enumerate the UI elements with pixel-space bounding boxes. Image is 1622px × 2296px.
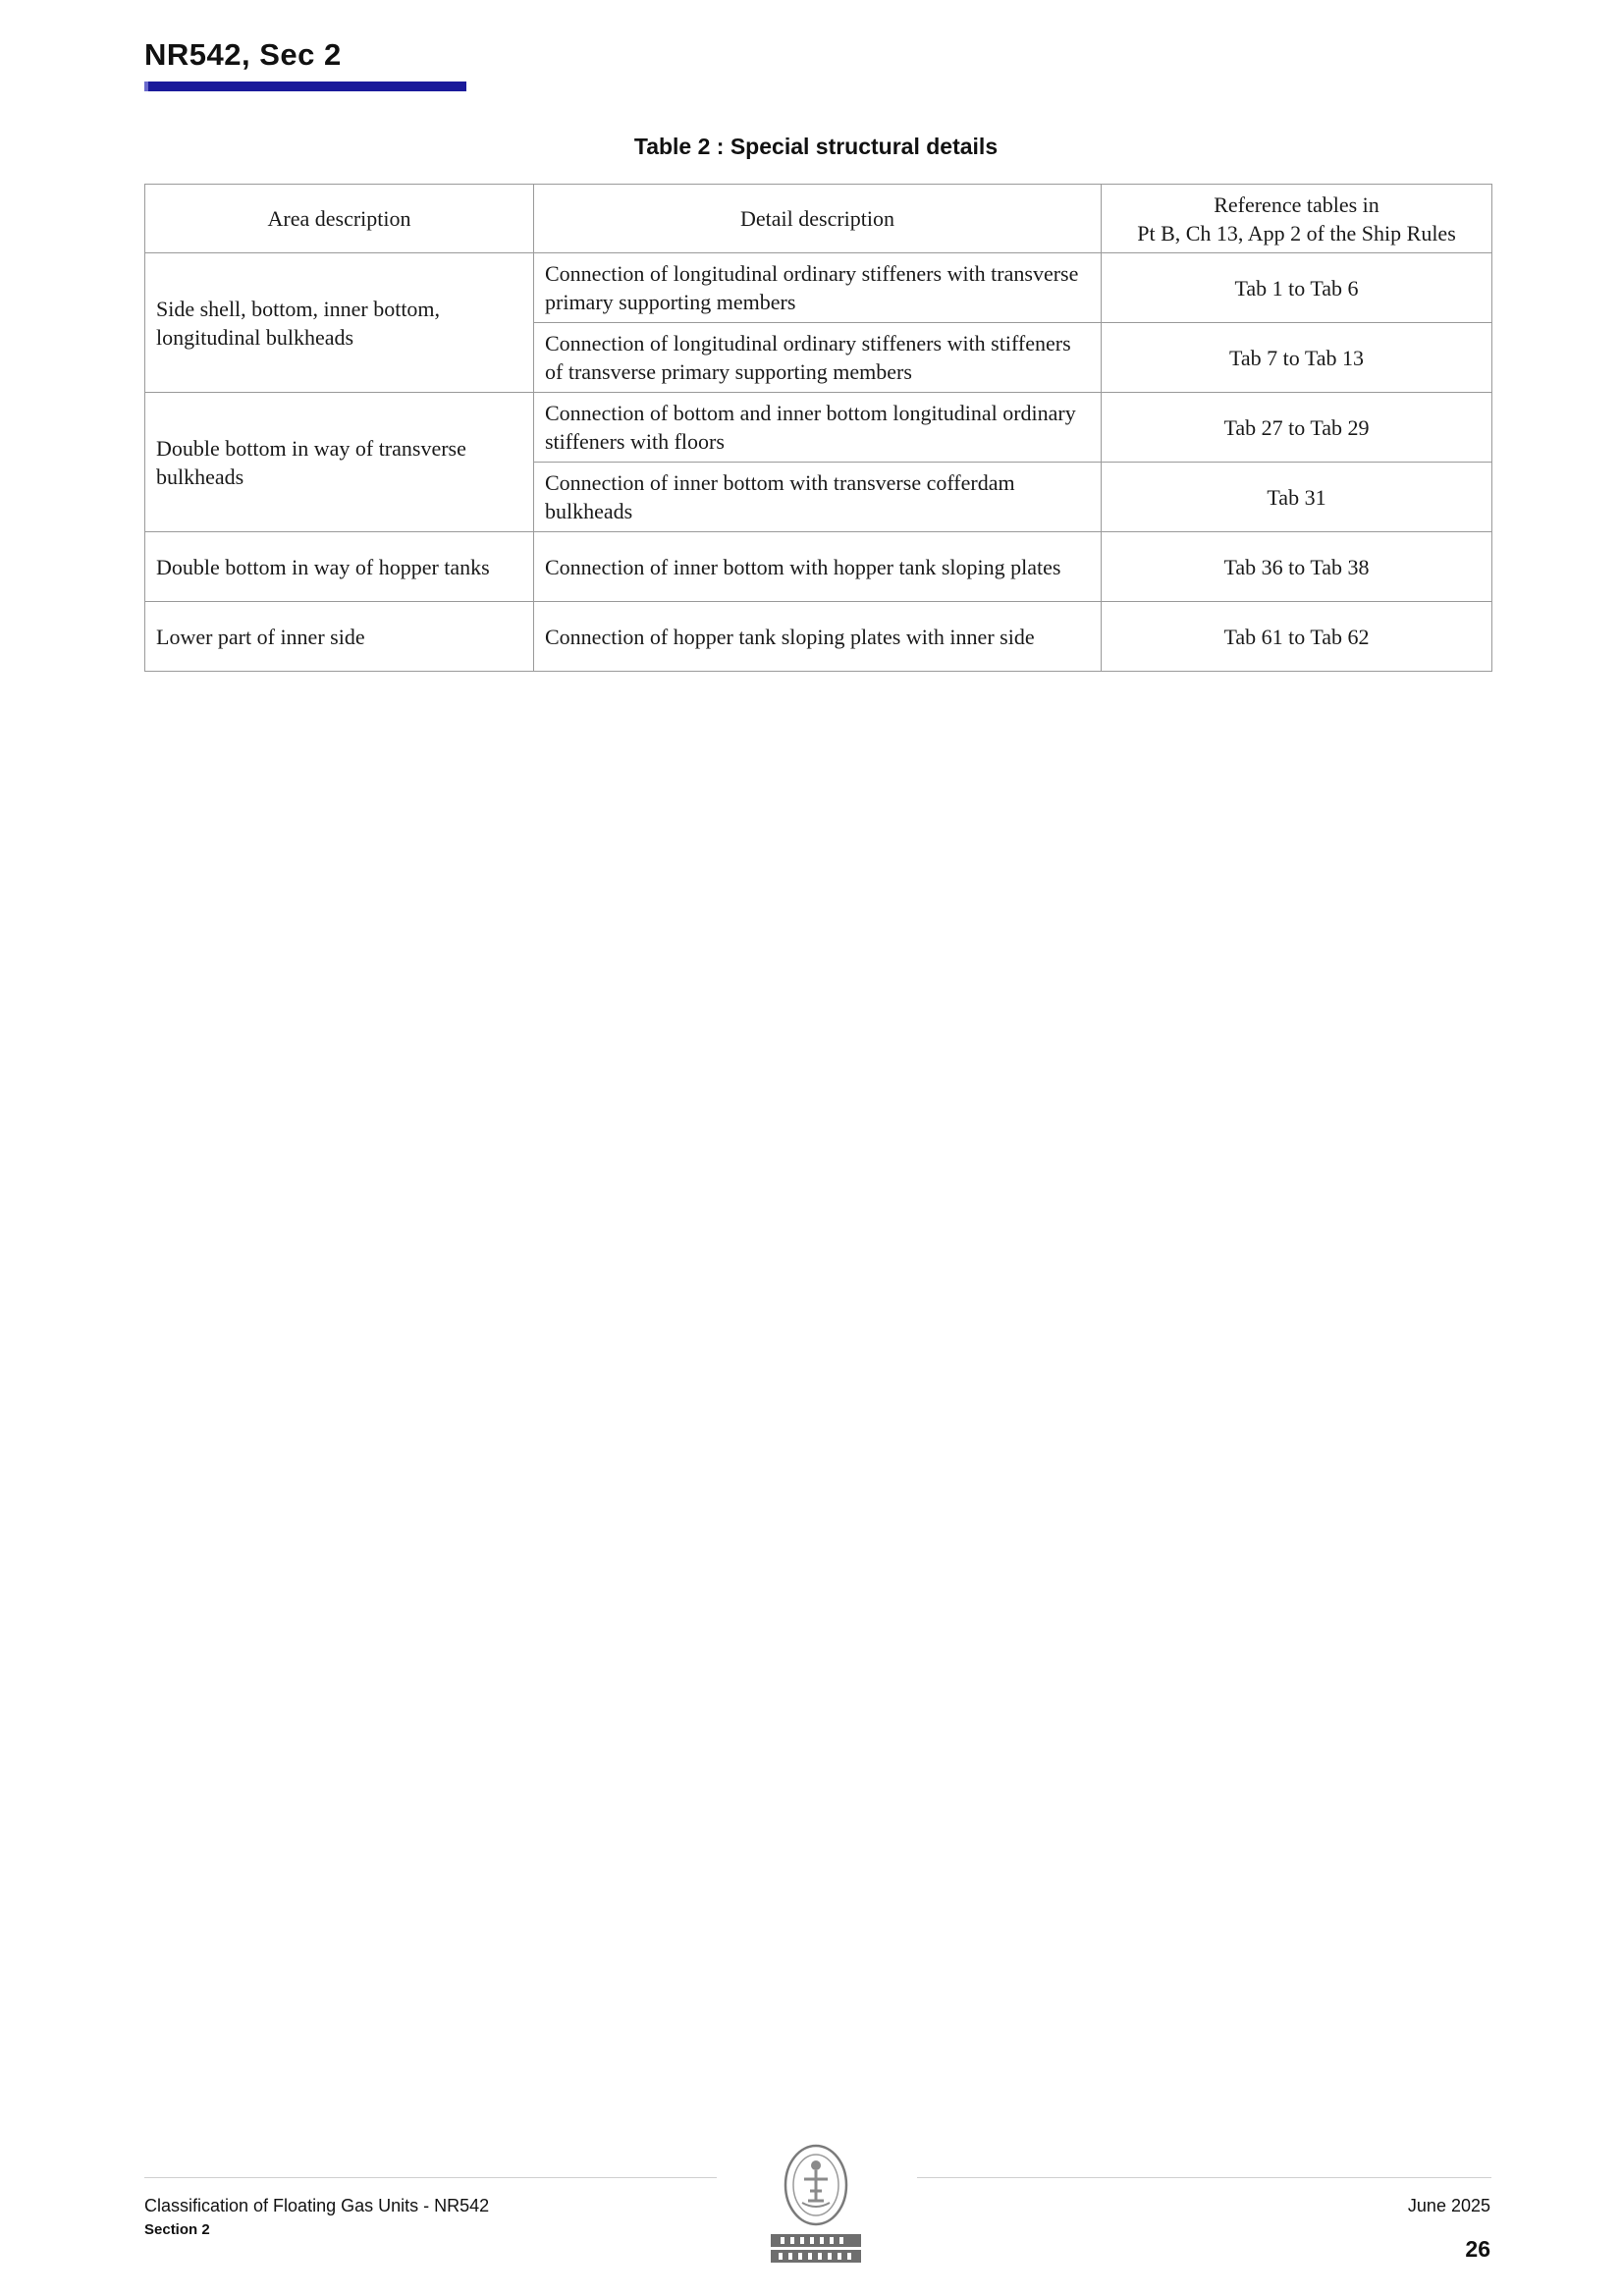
reference-cell: Tab 27 to Tab 29 — [1102, 393, 1492, 463]
detail-cell: Connection of longitudinal ordinary stiffeners with stiffeners of transverse primary supporting members — [534, 323, 1102, 393]
reference-cell: Tab 1 to Tab 6 — [1102, 253, 1492, 323]
detail-cell: Connection of inner bottom with transverse cofferdam bulkheads — [534, 463, 1102, 532]
detail-cell: Connection of bottom and inner bottom longitudinal ordinary stiffeners with floors — [534, 393, 1102, 463]
reference-cell: Tab 61 to Tab 62 — [1102, 602, 1492, 672]
area-cell: Side shell, bottom, inner bottom, longitudinal bulkheads — [145, 253, 534, 393]
header-detail-description: Detail description — [534, 185, 1102, 253]
header-reference-line1: Reference tables in — [1214, 191, 1379, 217]
page-number: 26 — [1465, 2236, 1490, 2262]
header-reference-tables — [1102, 185, 1492, 253]
table-row — [145, 253, 1492, 323]
footer-rule-right — [917, 2177, 1491, 2178]
detail-cell: Connection of hopper tank sloping plates with inner side — [534, 602, 1102, 672]
area-cell: Lower part of inner side — [145, 602, 534, 672]
detail-cell: Connection of longitudinal ordinary stiffeners with transverse primary supporting members — [534, 253, 1102, 323]
footer-rule-left — [144, 2177, 717, 2178]
detail-cell: Connection of inner bottom with hopper tank sloping plates — [534, 532, 1102, 602]
footer-document-info — [144, 2196, 489, 2238]
reference-cell: Tab 7 to Tab 13 — [1102, 323, 1492, 393]
header-area-description: Area description — [145, 185, 534, 253]
header-reference-line2: Pt B, Ch 13, App 2 of the Ship Rules — [1137, 220, 1456, 246]
table-row — [145, 602, 1492, 672]
table-caption: Table 2 : Special structural details — [633, 134, 999, 159]
bureau-veritas-logo-icon — [767, 2144, 865, 2267]
footer-section: Section 2 — [144, 2221, 210, 2238]
reference-cell: Tab 31 — [1102, 463, 1492, 532]
area-cell: Double bottom in way of hopper tanks — [145, 532, 534, 602]
area-cell: Double bottom in way of transverse bulkheads — [145, 393, 534, 532]
page-header-title: NR542, Sec 2 — [144, 37, 342, 72]
footer-document-title: Classification of Floating Gas Units - NR542 — [144, 2196, 490, 2215]
footer-date: June 2025 — [1407, 2196, 1490, 2215]
table-header-row — [145, 185, 1492, 253]
table-row — [145, 532, 1492, 602]
reference-cell: Tab 36 to Tab 38 — [1102, 532, 1492, 602]
table-row — [145, 393, 1492, 463]
header-accent-bar — [144, 82, 466, 91]
special-structural-details-table — [144, 184, 1492, 672]
